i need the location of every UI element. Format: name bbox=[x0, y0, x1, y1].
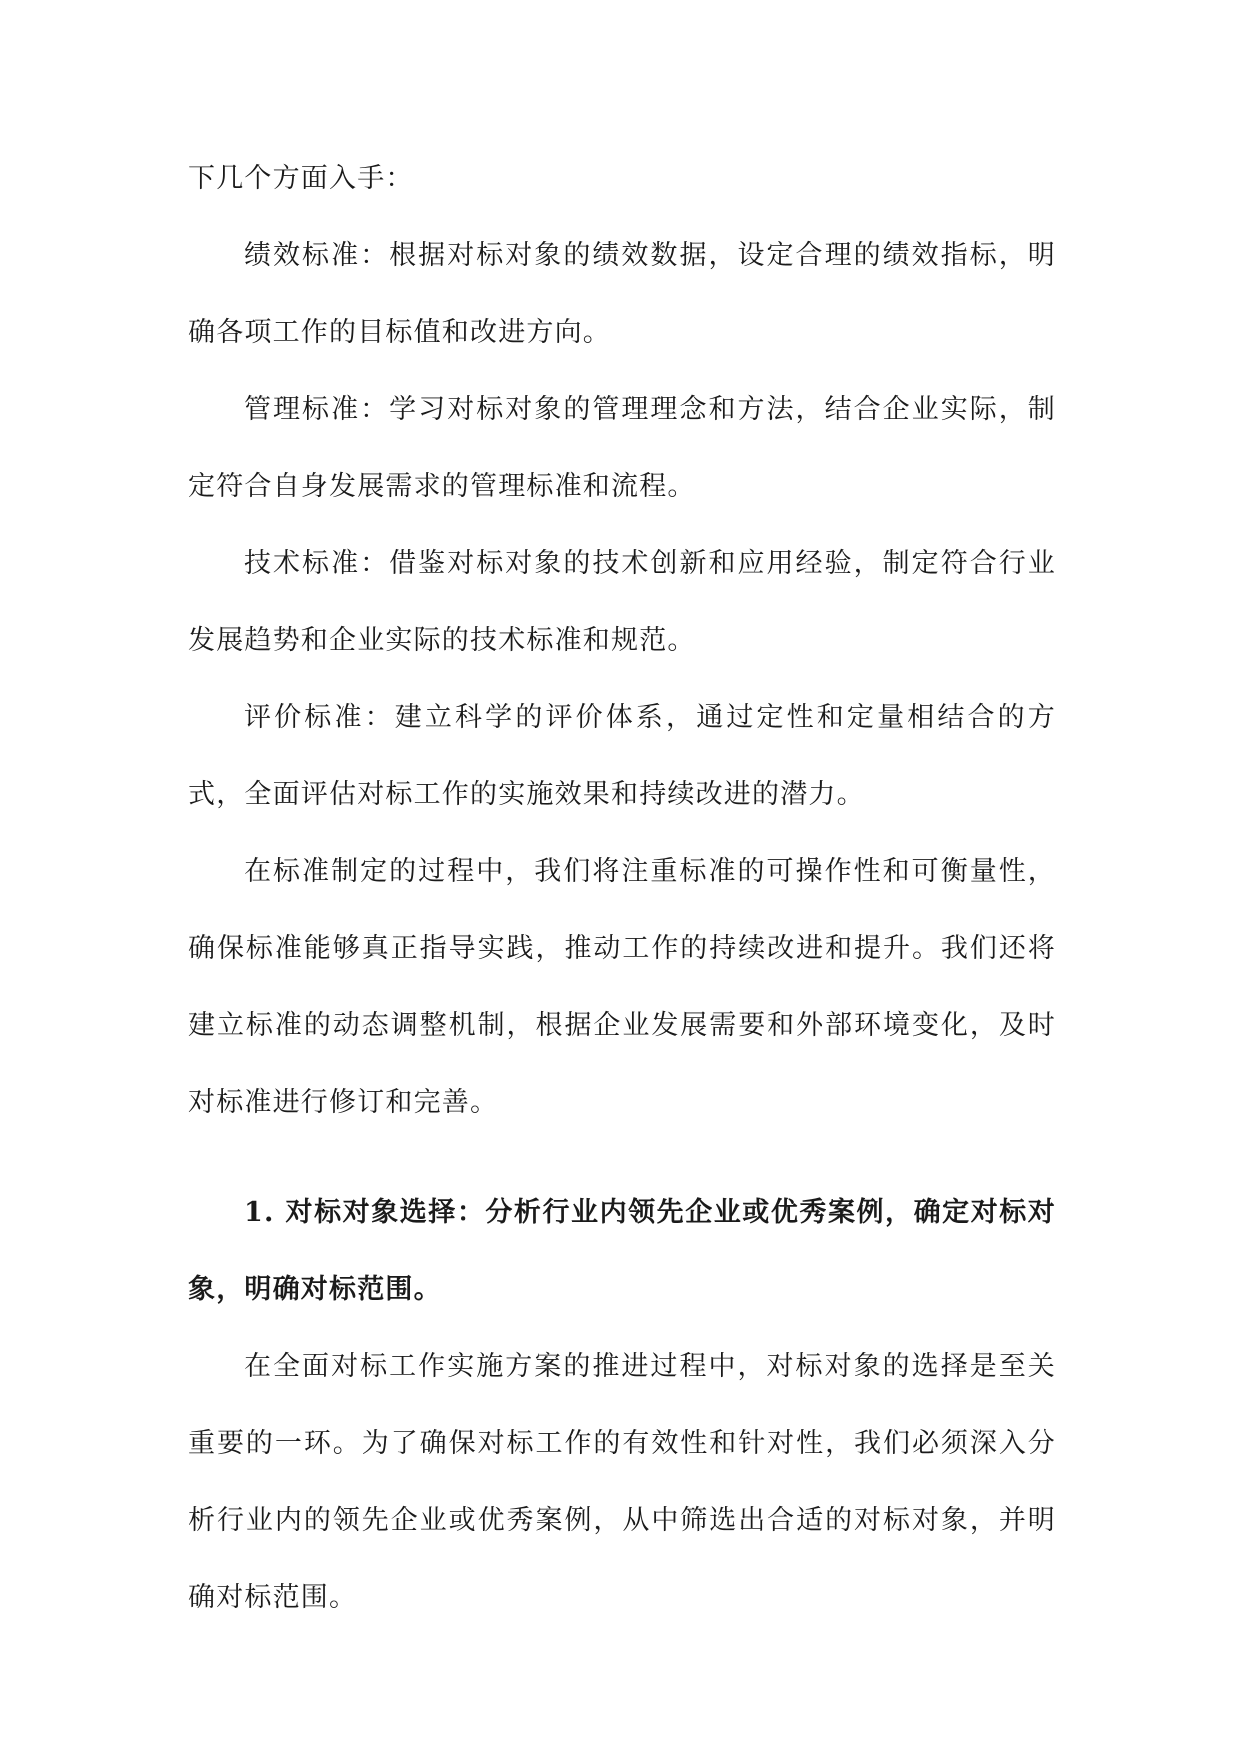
paragraph-management-standard: 管理标准：学习对标对象的管理理念和方法，结合企业实际，制定符合自身发展需求的管理标准和流程。 bbox=[188, 394, 1056, 502]
section-heading: 1. 对标对象选择：分析行业内领先企业或优秀案例，确定对标对象，明确对标范围。 bbox=[188, 1197, 1056, 1305]
paragraph-technical-standard: 技术标准：借鉴对标对象的技术创新和应用经验，制定符合行业发展趋势和企业实际的技术标准和规范。 bbox=[188, 548, 1056, 656]
paragraph-benchmark-selection: 在全面对标工作实施方案的推进过程中，对标对象的选择是至关重要的一环。为了确保对标工作的有效性和针对性，我们必须深入分析行业内的领先企业或优秀案例，从中筛选出合适的对标对象，并明确对标范围。 bbox=[188, 1351, 1056, 1613]
paragraph-continuation: 下几个方面入手： bbox=[188, 163, 414, 194]
paragraph-standard-process: 在标准制定的过程中，我们将注重标准的可操作性和可衡量性，确保标准能够真正指导实践，推动工作的持续改进和提升。我们还将建立标准的动态调整机制，根据企业发展需要和外部环境变化，及时对标准进行修订和完善。 bbox=[188, 856, 1056, 1118]
document-body bbox=[188, 140, 1056, 1636]
paragraph-performance-standard: 绩效标准：根据对标对象的绩效数据，设定合理的绩效指标，明确各项工作的目标值和改进方向。 bbox=[188, 240, 1056, 348]
paragraph-evaluation-standard: 评价标准：建立科学的评价体系，通过定性和定量相结合的方式，全面评估对标工作的实施效果和持续改进的潜力。 bbox=[188, 702, 1056, 810]
